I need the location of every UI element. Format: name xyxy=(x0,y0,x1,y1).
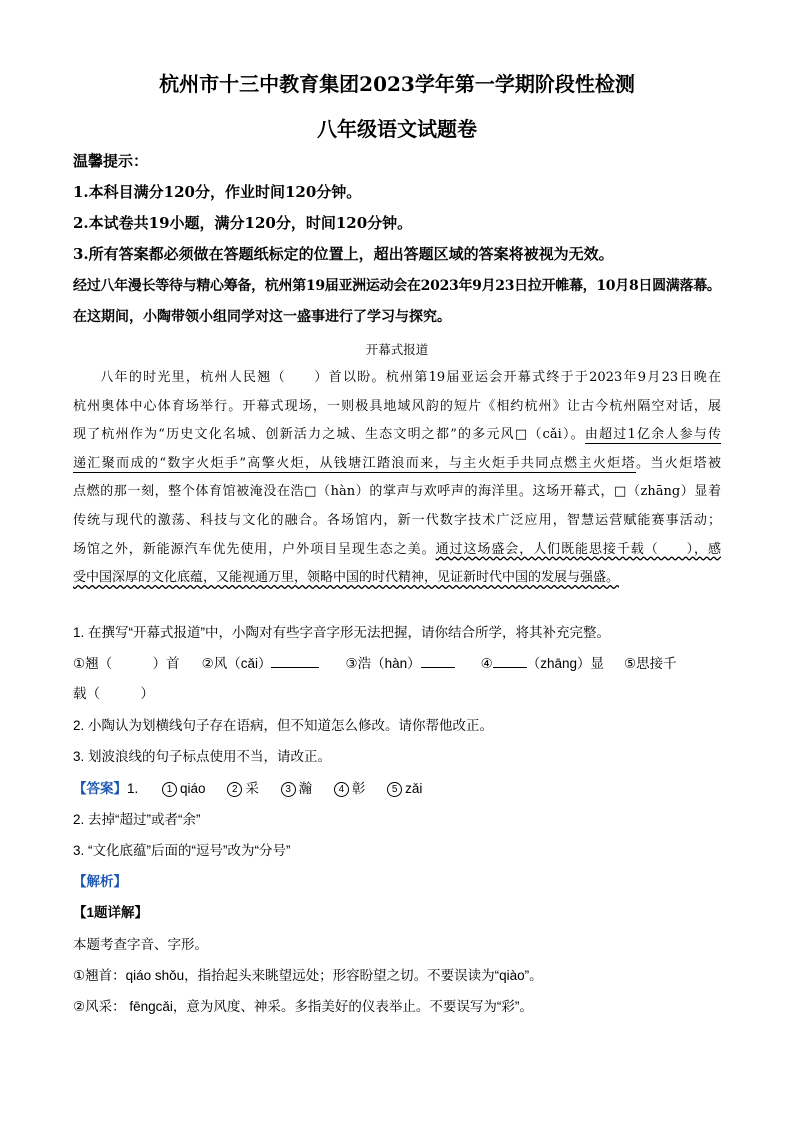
underlined-sentence: 由超过1亿余人参与传 xyxy=(584,427,721,443)
notice-item-3: 3.所有答案都必须做在答题纸标定的位置上，超出答题区域的答案将被视为无效。 xyxy=(73,245,614,263)
exam-title: 杭州市十三中教育集团2023学年第一学期阶段性检测 xyxy=(159,72,635,96)
question-1-options: ①翘（ ）首 ②风（cǎi） ③浩（hàn） ④ （zhāng）显 ⑤思接千 xyxy=(73,656,677,671)
notice-heading: 温馨提示： xyxy=(73,152,149,170)
analysis-subheading: 【1题详解】 xyxy=(73,905,149,920)
circled-number: 3 xyxy=(281,782,296,797)
option-3: ③浩（hàn） xyxy=(345,656,421,671)
answer-blank[interactable] xyxy=(421,654,455,668)
analysis-tag: 【解析】 xyxy=(73,874,127,889)
option-5-continued: 载（ ） xyxy=(73,686,154,701)
answer-item: 4 彰 xyxy=(334,777,366,797)
analysis-line-2: ①翘首：qiáo shǒu，指抬起头来眺望远处；形容盼望之切。不要误读为“qiào”。 xyxy=(73,968,543,983)
notice-item-2: 2.本试卷共19小题，满分120分，时间120分钟。 xyxy=(73,214,413,232)
analysis-line-3: ②风采： fēngcǎi，意为风度、神采。多指美好的仪表举止。不要误写为“彩”。 xyxy=(73,999,533,1014)
answer-blank[interactable] xyxy=(493,654,527,668)
wavy-underlined-sentence: 通过这场盛会，人们既能思接千载（ ），感 xyxy=(435,541,721,557)
answer-number: 1. xyxy=(127,781,139,796)
circled-number: 5 xyxy=(387,782,402,797)
passage-title: 开幕式报道 xyxy=(365,342,429,357)
passage-line: 点燃的那一刻，整个体育馆被淹没在浩□（hàn）的掌声与欢呼声的海洋里。这场开幕式，□（zhāng）显着 xyxy=(73,484,721,500)
analysis-line-1: 本题考查字音、字形。 xyxy=(73,937,208,952)
intro-line-1: 经过八年漫长等待与精心筹备，杭州第19届亚洲运动会在2023年9月23日拉开帷幕，10月8日圆满落幕。 xyxy=(73,278,721,294)
passage-line: 现了杭州作为“历史文化名城、创新活力之城、生态文明之都”的多元风□（cǎi）。由超过1亿余人参与传 xyxy=(73,427,721,443)
answer-item: 2 采 xyxy=(227,777,259,797)
passage-line: 杭州奥体中心体育场举行。开幕式现场，一则极具地域风韵的短片《相约杭州》让古今杭州隔空对话，展 xyxy=(73,398,721,414)
intro-line-2: 在这期间，小陶带领小组同学对这一盛事进行了学习与探究。 xyxy=(73,309,451,325)
passage-line: 八年的时光里，杭州人民翘（ ）首以盼。杭州第19届亚运会开幕式终于于2023年9月23日晚在 xyxy=(99,370,721,385)
circled-number: 1 xyxy=(162,782,177,797)
option-2: ②风（cǎi） xyxy=(201,656,272,671)
answer-tag: 【答案】 xyxy=(73,781,127,796)
answer-line-2: 2. 去掉“超过”或者“余” xyxy=(73,812,201,827)
passage-line: 传统与现代的激荡、科技与文化的融合。各场馆内，新一代数字技术广泛应用，智慧运营赋能赛事活动； xyxy=(73,512,721,528)
underlined-sentence: 递汇聚而成的“数字火炬手”高擎火炬，从钱塘江踏浪而来，与主火炬手共同点燃主火炬塔 xyxy=(73,455,637,471)
answer-item: 1 qiáo xyxy=(162,781,206,797)
option-4: ④ xyxy=(480,656,493,671)
passage-line xyxy=(73,564,721,593)
passage-body xyxy=(73,364,721,593)
passage-line: 递汇聚而成的“数字火炬手”高擎火炬，从钱塘江踏浪而来，与主火炬手共同点燃主火炬塔。当火炬塔被 xyxy=(73,455,721,471)
answer-blank[interactable] xyxy=(271,654,319,668)
notice-item-1: 1.本科目满分120分，作业时间120分钟。 xyxy=(73,183,362,201)
question-1: 1. 在撰写“开幕式报道”中，小陶对有些字音字形无法把握，请你结合所学，将其补充完整。 xyxy=(73,625,610,640)
exam-subtitle: 八年级语文试题卷 xyxy=(317,117,477,141)
wavy-underlined-sentence: 受中国深厚的文化底蕴，又能视通万里，领略中国的时代精神，见证新时代中国的发展与强盛。 xyxy=(73,570,620,586)
question-2: 2. 小陶认为划横线句子存在语病，但不知道怎么修改。请你帮他改正。 xyxy=(73,718,494,733)
answer-line-1 xyxy=(73,777,422,797)
circled-number: 2 xyxy=(227,782,242,797)
passage-line: 场馆之外，新能源汽车优先使用，户外项目呈现生态之美。通过这场盛会，人们既能思接千载（ ），感 xyxy=(73,541,721,557)
answer-line-3: 3. “文化底蕴”后面的“逗号”改为“分号” xyxy=(73,843,291,858)
answer-item: 3 瀚 xyxy=(281,777,313,797)
question-3: 3. 划波浪线的句子标点使用不当，请改正。 xyxy=(73,749,332,764)
circled-number: 4 xyxy=(334,782,349,797)
answer-item: 5 zǎi xyxy=(387,781,422,797)
option-1: ①翘（ ）首 xyxy=(73,656,180,671)
option-5: ⑤思接千 xyxy=(624,656,677,671)
